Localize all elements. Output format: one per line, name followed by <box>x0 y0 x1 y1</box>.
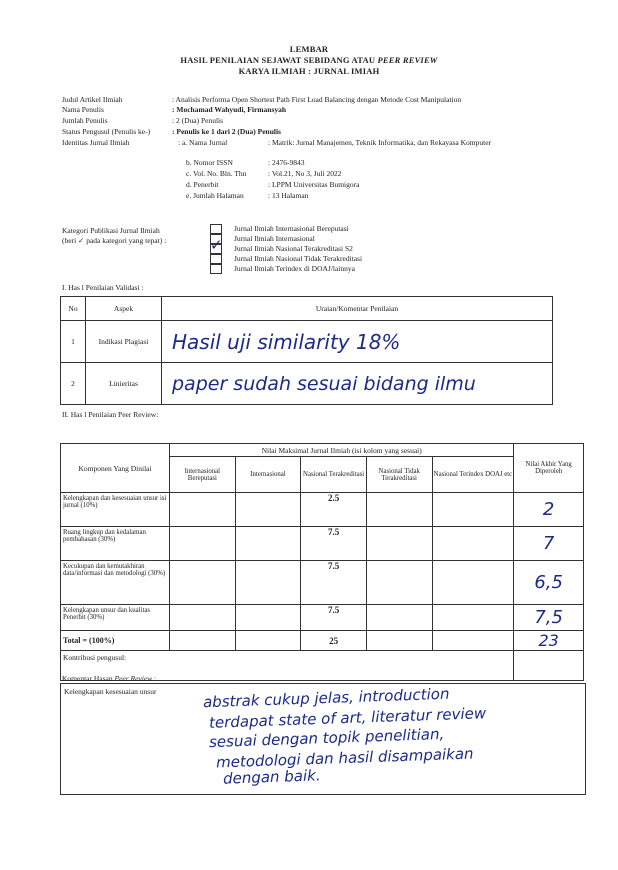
akhir-cell: 6,5 <box>514 561 584 605</box>
penulis-value: : Mochamad Wahyudi, Firmansyah <box>172 105 287 114</box>
komponen-cell: Ruang lingkup dan kedalaman pembahasan (30%) <box>61 527 170 561</box>
komponen-cell: Kelengkapan dan kesesuaian unsur isi jurnal (10%) <box>61 493 170 527</box>
halaman-label: e. Jumlah Halaman <box>186 191 244 200</box>
penerbit-label: d. Penerbit <box>186 180 219 189</box>
check-mark-icon: ✓ <box>210 236 223 254</box>
doc-title-main-italic: PEER REVIEW <box>377 55 438 65</box>
identitas-label: Identitas Jurnal Ilmiah <box>62 138 130 147</box>
kontribusi-label: Kontribusi pengusul: <box>61 651 514 681</box>
judul-value: : Analisis Performa Open Shortest Path First Load Balancing dengan Metode Cost Manipulation <box>172 95 462 104</box>
komentar-line: metodologi dan hasil disampaikan <box>215 744 474 772</box>
issn-value: : 2476-9843 <box>268 158 305 167</box>
validasi-aspek: Indikasi Plagiasi <box>86 321 162 363</box>
penulis-label: Nama Penulis <box>62 105 104 114</box>
col-nas-tidak: Nasional Tidak Terakreditasi <box>366 457 432 493</box>
option-intl-bereputasi: Jurnal Ilmiah Internasional Bereputasi <box>234 224 349 233</box>
section1-title: I. Has l Penilaian Validasi : <box>62 283 144 292</box>
vol-label: c. Vol. No. Bln. Thn <box>186 169 247 178</box>
table-row <box>61 363 553 405</box>
col-intl-bereputasi: Internasional Bereputasi <box>170 457 236 493</box>
table-row <box>61 493 584 527</box>
doc-title-main-text: HASIL PENILAIAN SEJAWAT SEBIDANG ATAU <box>180 55 378 65</box>
max-cell: 7.5 <box>301 527 367 561</box>
peer-review-table <box>60 443 584 681</box>
col-group-header: Nilai Maksimal Jurnal Ilmiah (isi kolom yang sesuai) <box>170 444 514 457</box>
table-row <box>61 561 584 605</box>
kategori-label: Kategori Publikasi Jurnal Ilmiah <box>62 226 160 235</box>
option-nas-akreditasi: Jurnal Ilmiah Nasional Terakreditasi S2 <box>234 244 353 253</box>
komentar-title-suffix: : <box>152 674 157 683</box>
max-cell: 2.5 <box>301 493 367 527</box>
komentar-title-text: Komentar Hasan <box>62 674 115 683</box>
akhir-cell: 2 <box>514 493 584 527</box>
jumlah-value: : 2 (Dua) Penulis <box>172 116 224 125</box>
doc-title-main <box>0 55 618 65</box>
komentar-title-italic: Peer Review <box>114 674 153 683</box>
validasi-aspek: Linieritas <box>86 363 162 405</box>
table-row <box>61 321 553 363</box>
total-row <box>61 631 584 651</box>
akhir-cell: 7 <box>514 527 584 561</box>
doc-title-lembar: LEMBAR <box>289 44 329 54</box>
komentar-label: Kelengkapan kesesuaian unsur <box>64 687 157 696</box>
validasi-komentar: paper sudah sesuai bidang ilmu <box>162 363 553 405</box>
col-komponen: Komponen Yang Dinilai <box>61 444 170 493</box>
col-nas-index: Nasional Terindex DOAJ etc <box>432 457 514 493</box>
validasi-table <box>60 296 553 405</box>
komentar-line: sesuai dengan topik penelitian, <box>208 724 445 752</box>
komponen-cell: Kecukupan dan kemutakhiran data/informasi dan metodologi (30%) <box>61 561 170 605</box>
komentar-line: dengan baik. <box>222 766 321 788</box>
validasi-col-uraian: Uraian/Komentar Penilaian <box>162 297 553 321</box>
option-doaj: Jurnal Ilmiah Terindex di DOAJ/lainnya <box>234 264 355 273</box>
akhir-cell: 7,5 <box>514 605 584 631</box>
komentar-line: abstrak cukup jelas, introduction <box>202 684 450 712</box>
checkbox-doaj[interactable] <box>210 264 222 274</box>
validasi-no: 1 <box>61 321 86 363</box>
table-row <box>61 605 584 631</box>
doc-subtitle: KARYA ILMIAH : JURNAL IMIAH <box>238 66 380 76</box>
total-akhir: 23 <box>514 631 584 651</box>
validasi-col-no: No <box>61 297 86 321</box>
nama-jurnal-value: : Matrik: Jurnal Manajemen, Teknik Informatika, dan Rekayasa Komputer <box>268 138 492 147</box>
validasi-col-aspek: Aspek <box>86 297 162 321</box>
status-value: : Penulis ke 1 dari 2 (Dua) Penulis <box>172 127 281 136</box>
komentar-title <box>62 674 156 683</box>
vol-value: : Vol.21, No 3, Juli 2022 <box>268 169 342 178</box>
status-label: Status Pengusul (Penulis ke-) <box>62 127 151 136</box>
total-label: Total = (100%) <box>61 631 170 651</box>
judul-label: Judul Artikel Ilmiah <box>62 95 123 104</box>
validasi-no: 2 <box>61 363 86 405</box>
table-row <box>61 527 584 561</box>
col-nas-akreditasi: Nasional Terakreditasi <box>301 457 367 493</box>
max-cell: 7.5 <box>301 605 367 631</box>
validasi-komentar: Hasil uji similarity 18% <box>162 321 553 363</box>
nama-jurnal-label: : a. Nama Jurnal <box>178 138 228 147</box>
kategori-hint: (beri ✓ pada kategori yang tepat) : <box>62 236 167 245</box>
total-max: 25 <box>301 631 367 651</box>
halaman-value: : 13 Halaman <box>268 191 309 200</box>
komentar-box <box>60 683 586 795</box>
komentar-line: terdapat state of art, literatur review <box>208 704 487 732</box>
checkbox-nas-tidak[interactable] <box>210 254 222 264</box>
section2-title: II. Has l Penilaian Peer Review: <box>62 410 159 419</box>
max-cell: 7.5 <box>301 561 367 605</box>
issn-label: b. Nomor ISSN <box>186 158 233 167</box>
komponen-cell: Kelengkapan unsur dan kualitas Penerbit (30%) <box>61 605 170 631</box>
col-intl: Internasional <box>235 457 301 493</box>
checkbox-intl-bereputasi[interactable] <box>210 224 222 234</box>
col-nilai-akhir: Nilai Akhir Yang Diperoleh <box>514 444 584 493</box>
option-intl: Jurnal Ilmiah Internasional <box>234 234 315 243</box>
option-nas-tidak: Jurnal Ilmiah Nasional Tidak Terakreditasi <box>234 254 363 263</box>
jumlah-label: Jumlah Penulis <box>62 116 108 125</box>
penerbit-value: : LPPM Universitas Bumigora <box>268 180 360 189</box>
